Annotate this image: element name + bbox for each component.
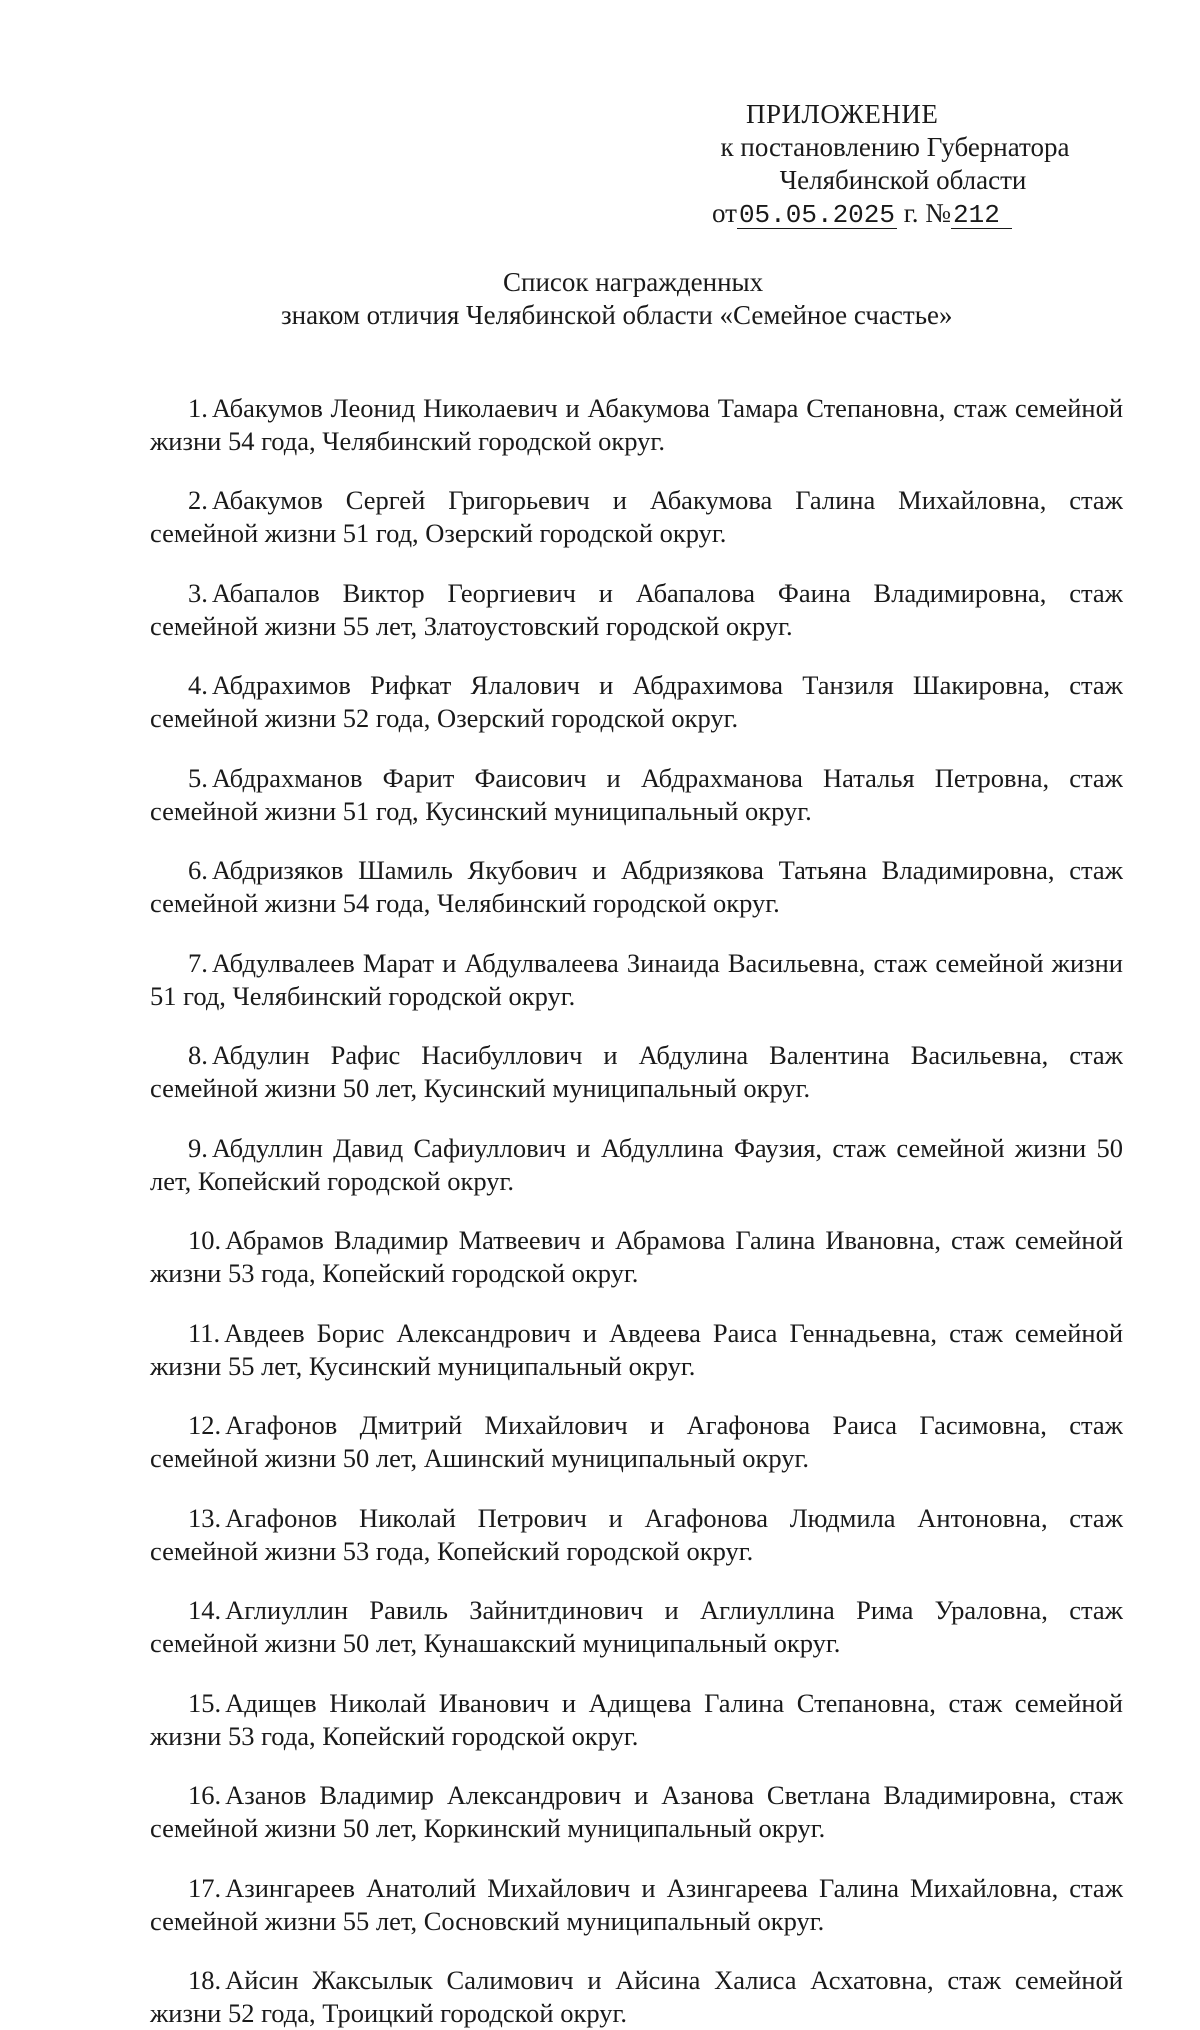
item-text: Абакумов Сергей Григорьевич и Абакумова Галина Михайловна, стаж семейной жизни 51 год, Озерский городской округ. [150, 485, 1123, 548]
item-number: 17. [188, 1872, 222, 1903]
item-number: 6. [188, 855, 208, 885]
item-text: Авдеев Борис Александрович и Авдеева Раиса Геннадьевна, стаж семейной жизни 55 лет, Кусинский муниципальный округ. [150, 1317, 1123, 1381]
list-item [150, 854, 1123, 920]
item-number: 13. [188, 1502, 222, 1533]
item-text: Азанов Владимир Александрович и Азанова Светлана Владимировна, стаж семейной жизни 50 лет, Коркинский муниципальный округ. [150, 1780, 1123, 1843]
annex-block [700, 98, 1120, 230]
item-number: 18. [188, 1965, 222, 1995]
item-text: Агафонов Николай Петрович и Агафонова Людмила Антоновна, стаж семейной жизни 53 года, Копейский городской округ. [150, 1502, 1123, 1566]
item-text: Абапалов Виктор Георгиевич и Абапалова Фаина Владимировна, стаж семейной жизни 55 лет, Златоустовский городской округ. [150, 577, 1123, 641]
list-item [150, 947, 1123, 1013]
item-number: 11. [188, 1317, 221, 1348]
handwritten-number: 212 [951, 202, 1012, 229]
item-number: 16. [188, 1780, 222, 1810]
item-text: Айсин Жаксылык Салимович и Айсина Халиса Асхатовна, стаж семейной жизни 52 года, Троицкий городской округ. [150, 1965, 1123, 2028]
list-heading [150, 266, 1115, 332]
list-item [150, 1594, 1123, 1660]
list-item [150, 1224, 1123, 1290]
date-suffix: г. № [903, 198, 952, 228]
list-item [150, 1317, 1123, 1383]
annex-line-2: Челябинской области [779, 165, 1027, 195]
item-number: 9. [188, 1132, 208, 1163]
item-text: Адищев Николай Иванович и Адищева Галина Степановна, стаж семейной жизни 53 года, Копейский городской округ. [150, 1687, 1123, 1751]
item-text: Азингареев Анатолий Михайлович и Азингареева Галина Михайловна, стаж семейной жизни 55 лет, Сосновский муниципальный округ. [150, 1872, 1123, 1936]
list-item [150, 1964, 1123, 2030]
item-number: 12. [188, 1410, 222, 1440]
date-prefix: от [712, 198, 737, 228]
item-text: Абдрахимов Рифкат Ялалович и Абдрахимова Танзиля Шакировна, стаж семейной жизни 52 года, Озерский городской округ. [150, 670, 1123, 733]
list-item [150, 1779, 1123, 1845]
item-number: 5. [188, 762, 208, 793]
item-number: 15. [188, 1687, 222, 1718]
item-text: Абдуллин Давид Сафиуллович и Абдуллина Фаузия, стаж семейной жизни 50 лет, Копейский городской округ. [150, 1132, 1123, 1196]
list-item [150, 1132, 1123, 1198]
list-item [150, 484, 1123, 550]
heading-line-2: знаком отличия Челябинской области «Семейное счастье» [281, 300, 953, 330]
annex-line-1: к постановлению Губернатора [720, 132, 1070, 162]
item-text: Аглиуллин Равиль Зайнитдинович и Аглиуллина Рима Ураловна, стаж семейной жизни 50 лет, Кунашакский муниципальный округ. [150, 1595, 1123, 1658]
item-number: 10. [188, 1225, 222, 1255]
item-text: Агафонов Дмитрий Михайлович и Агафонова Раиса Гасимовна, стаж семейной жизни 50 лет, Ашинский муниципальный округ. [150, 1410, 1123, 1473]
list-item [150, 1687, 1123, 1753]
item-number: 8. [188, 1040, 208, 1070]
list-item [150, 1872, 1123, 1938]
list-item [150, 392, 1123, 458]
item-number: 7. [188, 947, 208, 978]
list-item [150, 1039, 1123, 1105]
item-number: 3. [188, 577, 208, 608]
item-number: 14. [188, 1595, 222, 1625]
heading-line-1: Список награжденных [503, 267, 764, 297]
list-item [150, 577, 1123, 643]
item-text: Абдулин Рафис Насибуллович и Абдулина Валентина Васильевна, стаж семейной жизни 50 лет, Кусинский муниципальный округ. [150, 1040, 1123, 1103]
item-number: 2. [188, 485, 208, 515]
item-text: Абрамов Владимир Матвеевич и Абрамова Галина Ивановна, стаж семейной жизни 53 года, Копейский городской округ. [150, 1225, 1123, 1288]
handwritten-date: 05.05.2025 [738, 200, 895, 230]
list-item [150, 1409, 1123, 1475]
awardee-list [150, 365, 1123, 2030]
list-item [150, 669, 1123, 735]
list-item [150, 1502, 1123, 1568]
item-number: 4. [188, 670, 208, 700]
item-text: Абдулвалеев Марат и Абдулвалеева Зинаида Васильевна, стаж семейной жизни 51 год, Челябинский городской округ. [150, 947, 1123, 1011]
item-text: Абакумов Леонид Николаевич и Абакумова Тамара Степановна, стаж семейной жизни 54 года, Челябинский городской округ. [150, 392, 1123, 456]
list-item [150, 762, 1123, 828]
item-number: 1. [188, 392, 208, 423]
annex-date-row [712, 197, 1120, 230]
item-text: Абдризяков Шамиль Якубович и Абдризякова Татьяна Владимировна, стаж семейной жизни 54 года, Челябинский городской округ. [150, 855, 1123, 918]
annex-title: ПРИЛОЖЕНИЕ [746, 99, 939, 129]
item-text: Абдрахманов Фарит Фаисович и Абдрахманова Наталья Петровна, стаж семейной жизни 51 год, Кусинский муниципальный округ. [150, 762, 1123, 826]
